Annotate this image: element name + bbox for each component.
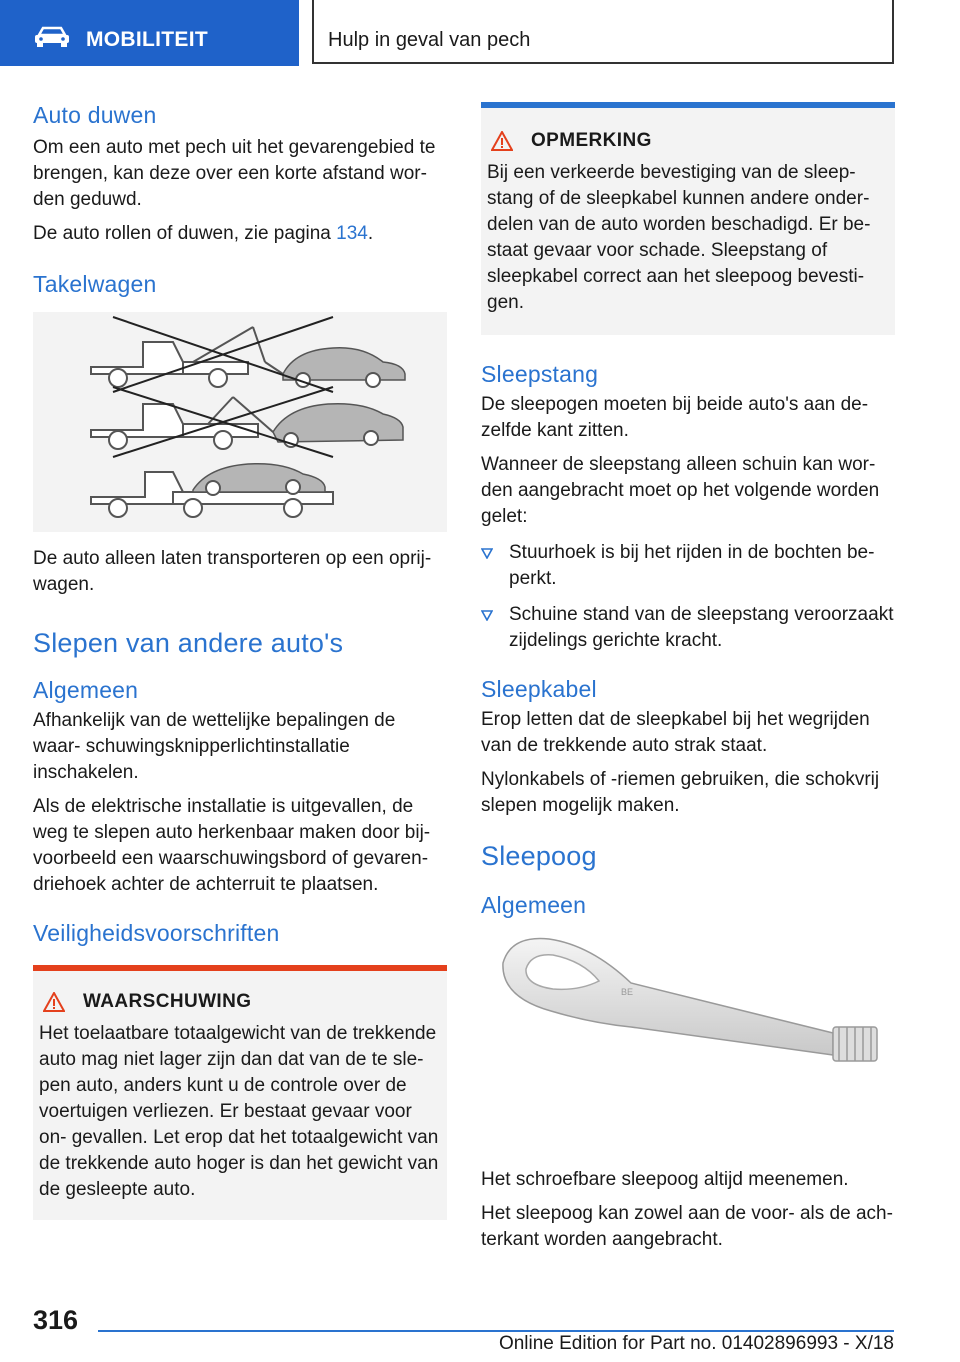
list-item: Schuine stand van de sleepstang veroorzaakt zijdelings gerichte kracht. [481,602,895,654]
bullet-triangle-icon [481,610,493,621]
page-link[interactable]: 134 [336,223,368,244]
sleepkabel-paragraph-1: Erop letten dat de sleepkabel bij het wegrijden van de trekkende auto strak staat. [481,709,870,756]
page-footer [0,1290,960,1362]
car-icon [34,26,70,48]
towing-illustration [33,312,447,532]
heading-auto-duwen: Auto duwen [33,102,157,128]
note-title [481,108,895,152]
section-tab [0,0,299,66]
algemeen-paragraph-1: Afhankelijk van de wettelijke bepalingen de waar- schuwingsknipperlichtinstallatie inschakelen. [33,710,396,783]
heading-sleepkabel: Sleepkabel [481,676,597,702]
sleepstang-list [481,540,895,654]
warning-label: WAARSCHUWING [83,991,252,1012]
page-header [0,0,960,66]
note-label: OPMERKING [531,130,652,151]
left-column [33,100,447,1220]
heading-sleepoog: Sleepoog [481,841,597,871]
bullet-triangle-icon [481,548,493,559]
algemeen-paragraph-2: Als de elektrische installatie is uitgevallen, de weg te slepen auto herkenbaar maken door bij- voorbeeld een waarschuwingsbord of gevaren- driehoek achter de achterruit te plaatsen. [33,796,431,895]
right-column [481,100,895,1253]
note-box [481,102,895,335]
note-text: Bij een verkeerde bevestiging van de sleep- stang of de sleepkabel kunnen andere onder- delen van de auto worden beschadigd. Er be- staat gevaar voor schade. Sleepstang of sleepkabel correct aan het sleepoog bevesti- gen. [487,162,871,313]
heading-sleepoog-algemeen: Algemeen [481,892,587,918]
footer-divider [98,1330,894,1332]
heading-takelwagen: Takelwagen [33,271,157,297]
heading-slepen: Slepen van andere auto's [33,628,344,658]
auto-duwen-paragraph: Om een auto met pech uit het gevarengebied te brengen, kan deze over een korte afstand wor- den geduwd. [33,137,436,210]
tow-truck-figure [33,312,447,532]
auto-duwen-reference: De auto rollen of duwen, zie pagina 134. [33,223,374,244]
tow-eye-illustration [481,933,895,1143]
takelwagen-caption: De auto alleen laten transporteren op een oprij- wagen. [33,548,432,595]
sleepstang-paragraph-1: De sleepogen moeten bij beide auto's aan de- zelfde kant zitten. [481,394,869,441]
section-label: MOBILITEIT [86,28,208,51]
warning-box [33,965,447,1220]
list-item: Stuurhoek is bij het rijden in de bochten be- perkt. [481,540,895,592]
edition-text: Online Edition for Part no. 01402896993 - X/18 [498,1333,894,1354]
sleepoog-paragraph-2: Het sleepoog kan zowel aan de voor- als de ach- terkant worden aangebracht. [481,1203,893,1250]
sleepkabel-paragraph-2: Nylonkabels of -riemen gebruiken, die schokvrij slepen mogelijk maken. [481,769,880,816]
heading-veiligheid: Veiligheidsvoorschriften [33,920,280,946]
breadcrumb-text: Hulp in geval van pech [328,29,531,51]
sleepoog-paragraph-1: Het schroefbare sleepoog altijd meenemen. [481,1169,849,1190]
heading-algemeen: Algemeen [33,677,139,703]
heading-sleepstang: Sleepstang [481,361,599,387]
breadcrumb [312,0,894,64]
sleepstang-paragraph-2: Wanneer de sleepstang alleen schuin kan wor- den aangebracht moet op het volgende worden gelet: [481,454,880,527]
tow-eye-figure [481,933,895,1143]
svg-text:BE: BE [621,987,634,997]
warning-triangle-icon [491,131,513,151]
warning-title [33,971,447,1013]
warning-text: Het toelaatbare totaalgewicht van de trekkende auto mag niet lager zijn dan dat van de te sle- pen auto, anders kunt u de controle over de voertuigen verliezen. Er bestaat gevaar voor on- gevallen. Let erop dat het totaalgewicht van de trekkende auto hoger is dan het gewicht van de gesleepte auto. [39,1023,439,1200]
page-number: 316 [33,1305,79,1335]
warning-triangle-icon [43,992,65,1012]
